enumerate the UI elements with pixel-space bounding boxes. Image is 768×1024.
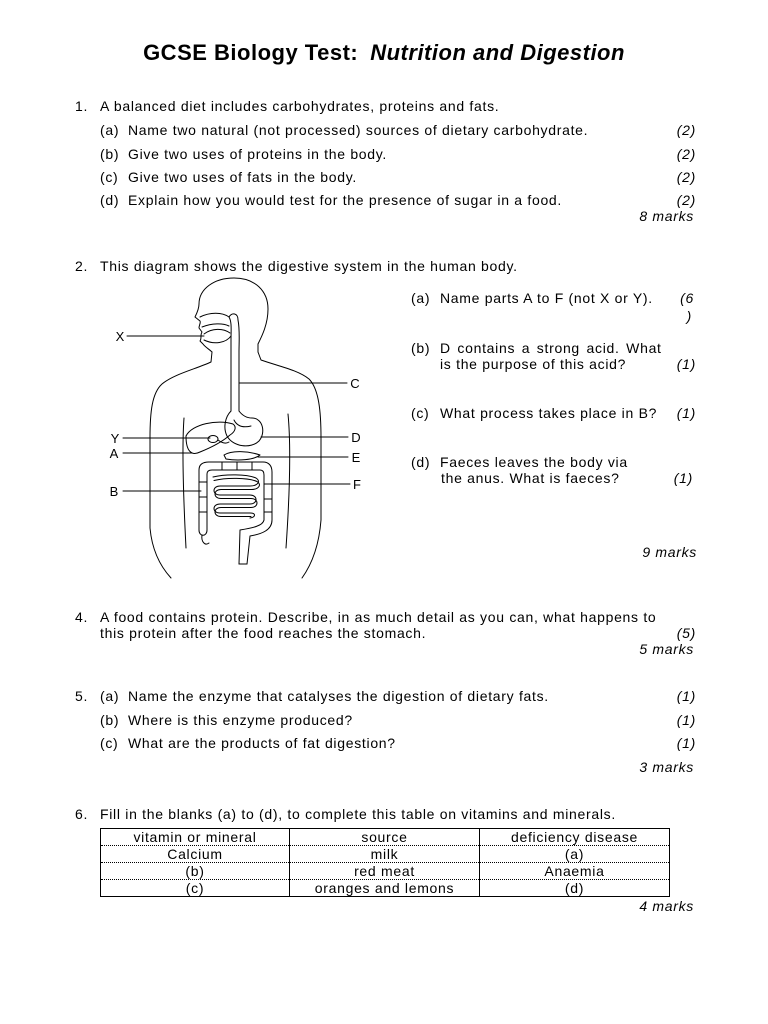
q2-part-d-label: (d) [411,454,431,470]
q1-part-b-marks: (2) [676,146,696,162]
page-title [0,40,768,66]
q1-part-c-label: (c) [100,169,119,185]
q1-part-b-label: (b) [100,146,120,162]
q5-total-marks: 3 marks [639,759,694,775]
q2-part-c-label: (c) [411,405,430,421]
q2-part-d-marks: (1) [673,470,693,486]
q1-total-marks: 8 marks [639,208,694,224]
table-row [101,846,670,863]
q1-part-a-text: Name two natural (not processed) sources of dietary carbohydrate. [128,122,589,138]
oesophagus-left-wall [229,317,231,411]
q4-line-2: this protein after the food reaches the stomach. [100,625,427,641]
q4-marks: (5) [676,625,696,641]
q5-part-a-text: Name the enzyme that catalyses the digestion of dietary fats. [128,688,549,704]
table-cell: (c) [101,880,290,897]
diagram-label-a: A [109,446,119,461]
vitamins-minerals-table [100,828,670,897]
mouth-floor [204,336,231,343]
q2-part-c-line-1: What process takes place in B? [440,405,658,421]
rectum-outer-wall [247,520,272,564]
diagram-label-b: B [109,484,119,499]
q4-line-1: A food contains protein. Describe, in as much detail as you can, what happens to [100,609,657,625]
diagram-label-f: F [353,477,361,492]
q1-part-a-marks: (2) [676,122,696,138]
torso-left-outline [150,352,212,578]
q1-part-c-text: Give two uses of fats in the body. [128,169,357,185]
table-row [101,863,670,880]
digestive-system-diagram [100,270,380,585]
q1-part-c-marks: (2) [676,169,696,185]
q2-part-b-marks: (1) [676,356,696,372]
q1-part-d-label: (d) [100,192,120,208]
q1-part-a-label: (a) [100,122,120,138]
nasal-cavity [200,313,229,317]
q2-part-a-marks-wrap: ) [686,308,692,324]
large-intestine-outer-wall [199,462,272,530]
q2-part-d-line-2: the anus. What is faeces? [441,470,620,486]
small-intestine-outer [213,475,258,518]
q2-total-marks: 9 marks [642,544,697,560]
q1-part-d-marks: (2) [676,192,696,208]
q1-stem: A balanced diet includes carbohydrates, proteins and fats. [100,98,500,114]
q2-part-a-label: (a) [411,290,431,306]
rectum-inner-wall [239,520,264,564]
oesophagus-right-wall [238,320,239,411]
q4-total-marks: 5 marks [639,641,694,657]
q5-part-b-marks: (1) [676,712,696,728]
q1-part-d-text: Explain how you would test for the presence of sugar in a food. [128,192,563,208]
q5-part-a-marks: (1) [676,688,696,704]
stomach [225,411,263,446]
q1-part-b-text: Give two uses of proteins in the body. [128,146,388,162]
q6-total-marks: 4 marks [639,898,694,914]
q5-part-a-label: (a) [100,688,120,704]
diagram-label-c: C [350,376,360,391]
table-header-cell: source [290,829,480,846]
table-row [101,880,670,897]
table-cell: oranges and lemons [290,880,480,897]
q2-part-a-line-1: Name parts A to F (not X or Y). [440,290,653,306]
table-cell: (a) [480,846,670,863]
q5-part-c-text: What are the products of fat digestion? [128,735,396,751]
stomach-inner-fold [234,420,251,427]
q6-stem: Fill in the blanks (a) to (d), to complete this table on vitamins and minerals. [100,806,616,822]
right-arm-inner-line [286,414,290,548]
caecum [199,530,207,535]
q5-part-b-label: (b) [100,712,120,728]
table-cell: Anaemia [480,863,670,880]
table-cell: (d) [480,880,670,897]
table-header-cell: deficiency disease [480,829,670,846]
table-header-cell: vitamin or mineral [101,829,290,846]
q4-number: 4. [75,609,89,625]
small-intestine-inner [214,478,259,516]
palate [202,324,229,327]
q5-part-b-text: Where is this enzyme produced? [128,712,353,728]
diagram-label-e: E [351,450,361,465]
diagram-label-d: D [351,430,361,445]
title-prefix: GCSE Biology Test: [143,40,359,65]
q2-part-c-marks: (1) [676,405,696,421]
q5-part-c-marks: (1) [676,735,696,751]
diagram-label-y: Y [110,431,120,446]
q2-number: 2. [75,258,89,274]
q6-number: 6. [75,806,89,822]
q2-part-b-line-1: D contains a strong acid. What [440,340,662,356]
table-cell: (b) [101,863,290,880]
q5-number: 5. [75,688,89,704]
table-header-row [101,829,670,846]
q2-part-b-label: (b) [411,340,431,356]
pancreas [224,452,260,460]
q2-part-b-line-2: is the purpose of this acid? [440,356,627,372]
title-topic: Nutrition and Digestion [370,40,625,65]
q1-number: 1. [75,98,89,114]
q5-part-c-label: (c) [100,735,119,751]
table-cell: Calcium [101,846,290,863]
appendix [202,535,209,544]
q2-part-a-marks: (6 [680,290,694,306]
table-cell: milk [290,846,480,863]
q2-stem: This diagram shows the digestive system in the human body. [100,258,518,274]
diagram-label-x: X [115,329,125,344]
table-cell: red meat [290,863,480,880]
gall-bladder [208,436,218,443]
tongue [204,329,230,334]
q2-part-d-line-1: Faeces leaves the body via [440,454,628,470]
